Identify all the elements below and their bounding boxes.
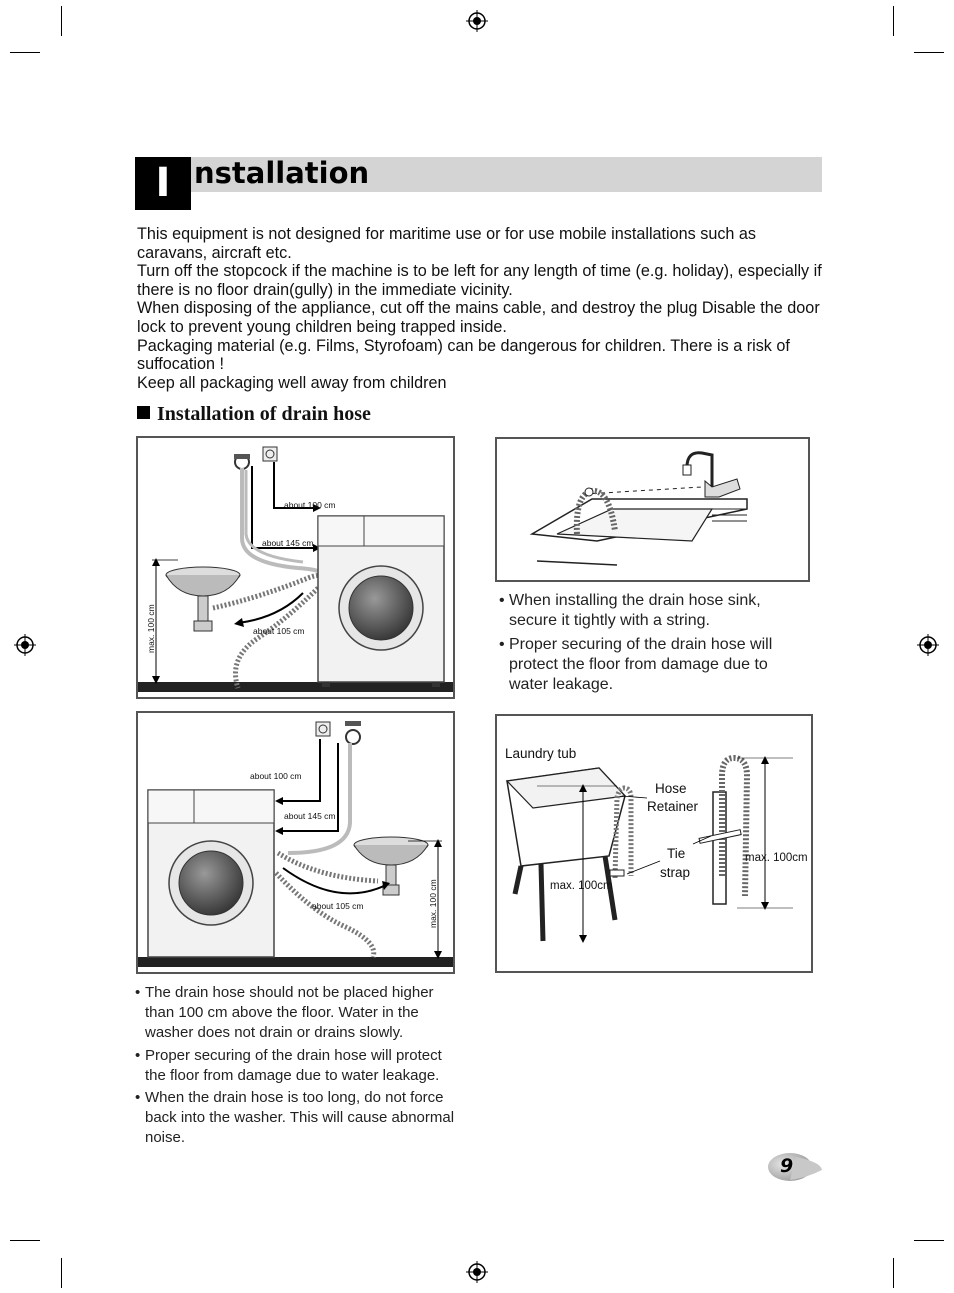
- bullets-sink-installation: [499, 591, 809, 698]
- label-max-100: max. 100 cm: [428, 879, 438, 928]
- intro-paragraph: Turn off the stopcock if the machine is to be left for any length of time (e.g. holiday), especially if there is no floor drain(gully) in the immediate vicinity.: [137, 262, 822, 299]
- figure-3-illustration: [138, 713, 453, 972]
- figure-drain-hose-sink-left: [136, 436, 455, 699]
- label-max-100-left: max. 100cm: [550, 880, 613, 892]
- figure-1-illustration: [138, 438, 453, 697]
- label-retainer: Retainer: [647, 799, 699, 814]
- list-item: • Proper securing of the drain hose will protect the floor from damage due to water leakage.: [135, 1046, 465, 1086]
- intro-paragraph: When disposing of the appliance, cut off the mains cable, and destroy the plug Disable the door lock to prevent young children being trapped inside.: [137, 299, 820, 336]
- crop-mark: [914, 52, 944, 53]
- crop-mark: [10, 1240, 40, 1241]
- label-max-100-right: max. 100cm: [745, 852, 808, 864]
- crop-mark: [893, 6, 894, 36]
- label-laundry-tub: Laundry tub: [505, 746, 577, 761]
- list-item: • Proper securing of the drain hose will protect the floor from damage due to water leakage.: [499, 635, 809, 696]
- intro-paragraph: Packaging material (e.g. Films, Styrofoam) can be dangerous for children. There is a risk of suffocation !: [137, 336, 790, 374]
- label-about-145: about 145 cm: [262, 538, 314, 548]
- crop-mark: [914, 1240, 944, 1241]
- crop-mark: [61, 6, 62, 36]
- figure-drain-hose-in-sink: [495, 437, 810, 582]
- registration-mark-icon: [466, 10, 488, 32]
- intro-text: [137, 225, 827, 392]
- registration-mark-icon: [14, 634, 36, 656]
- label-about-105: about 105 cm: [312, 901, 364, 911]
- page-number-badge-icon: [766, 1152, 824, 1182]
- crop-mark: [10, 52, 40, 53]
- label-about-100: about 100 cm: [250, 771, 302, 781]
- label-about-145: about 145 cm: [284, 811, 336, 821]
- figure-4-illustration: [497, 716, 811, 971]
- intro-paragraph: This equipment is not designed for maritime use or for use mobile installations such as caravans, aircraft etc.: [137, 225, 757, 262]
- bullets-drain-hose-height: [135, 983, 465, 1151]
- label-hose: Hose: [655, 781, 687, 796]
- section-title: [137, 403, 371, 426]
- page-title: nstallation: [194, 156, 370, 190]
- label-tie: Tie: [667, 846, 686, 861]
- figure-laundry-tub-hose-retainer: [495, 714, 813, 973]
- intro-paragraph: Keep all packaging well away from children: [137, 373, 447, 392]
- header-initial-letter: I: [135, 157, 191, 210]
- list-item: • When the drain hose is too long, do not force back into the washer. This will cause abnormal noise.: [135, 1088, 465, 1149]
- page-number: 9: [780, 1155, 794, 1177]
- page-number-badge: [766, 1152, 824, 1182]
- square-bullet-icon: [137, 406, 150, 419]
- label-about-100: about 100 cm: [284, 500, 336, 510]
- label-strap: strap: [660, 865, 691, 880]
- list-item: • When installing the drain hose sink, secure it tightly with a string.: [499, 591, 809, 632]
- figure-2-illustration: [497, 439, 808, 580]
- crop-mark: [61, 1258, 62, 1288]
- registration-mark-icon: [917, 634, 939, 656]
- label-max-100: max. 100 cm: [146, 604, 156, 653]
- label-about-105: about 105 cm: [253, 626, 305, 636]
- figure-drain-hose-sink-right: [136, 711, 455, 974]
- registration-mark-icon: [466, 1261, 488, 1283]
- section-title-text: Installation of drain hose: [157, 403, 371, 425]
- crop-mark: [893, 1258, 894, 1288]
- list-item: • The drain hose should not be placed higher than 100 cm above the floor. Water in the washer does not drain or drains slowly.: [135, 983, 465, 1044]
